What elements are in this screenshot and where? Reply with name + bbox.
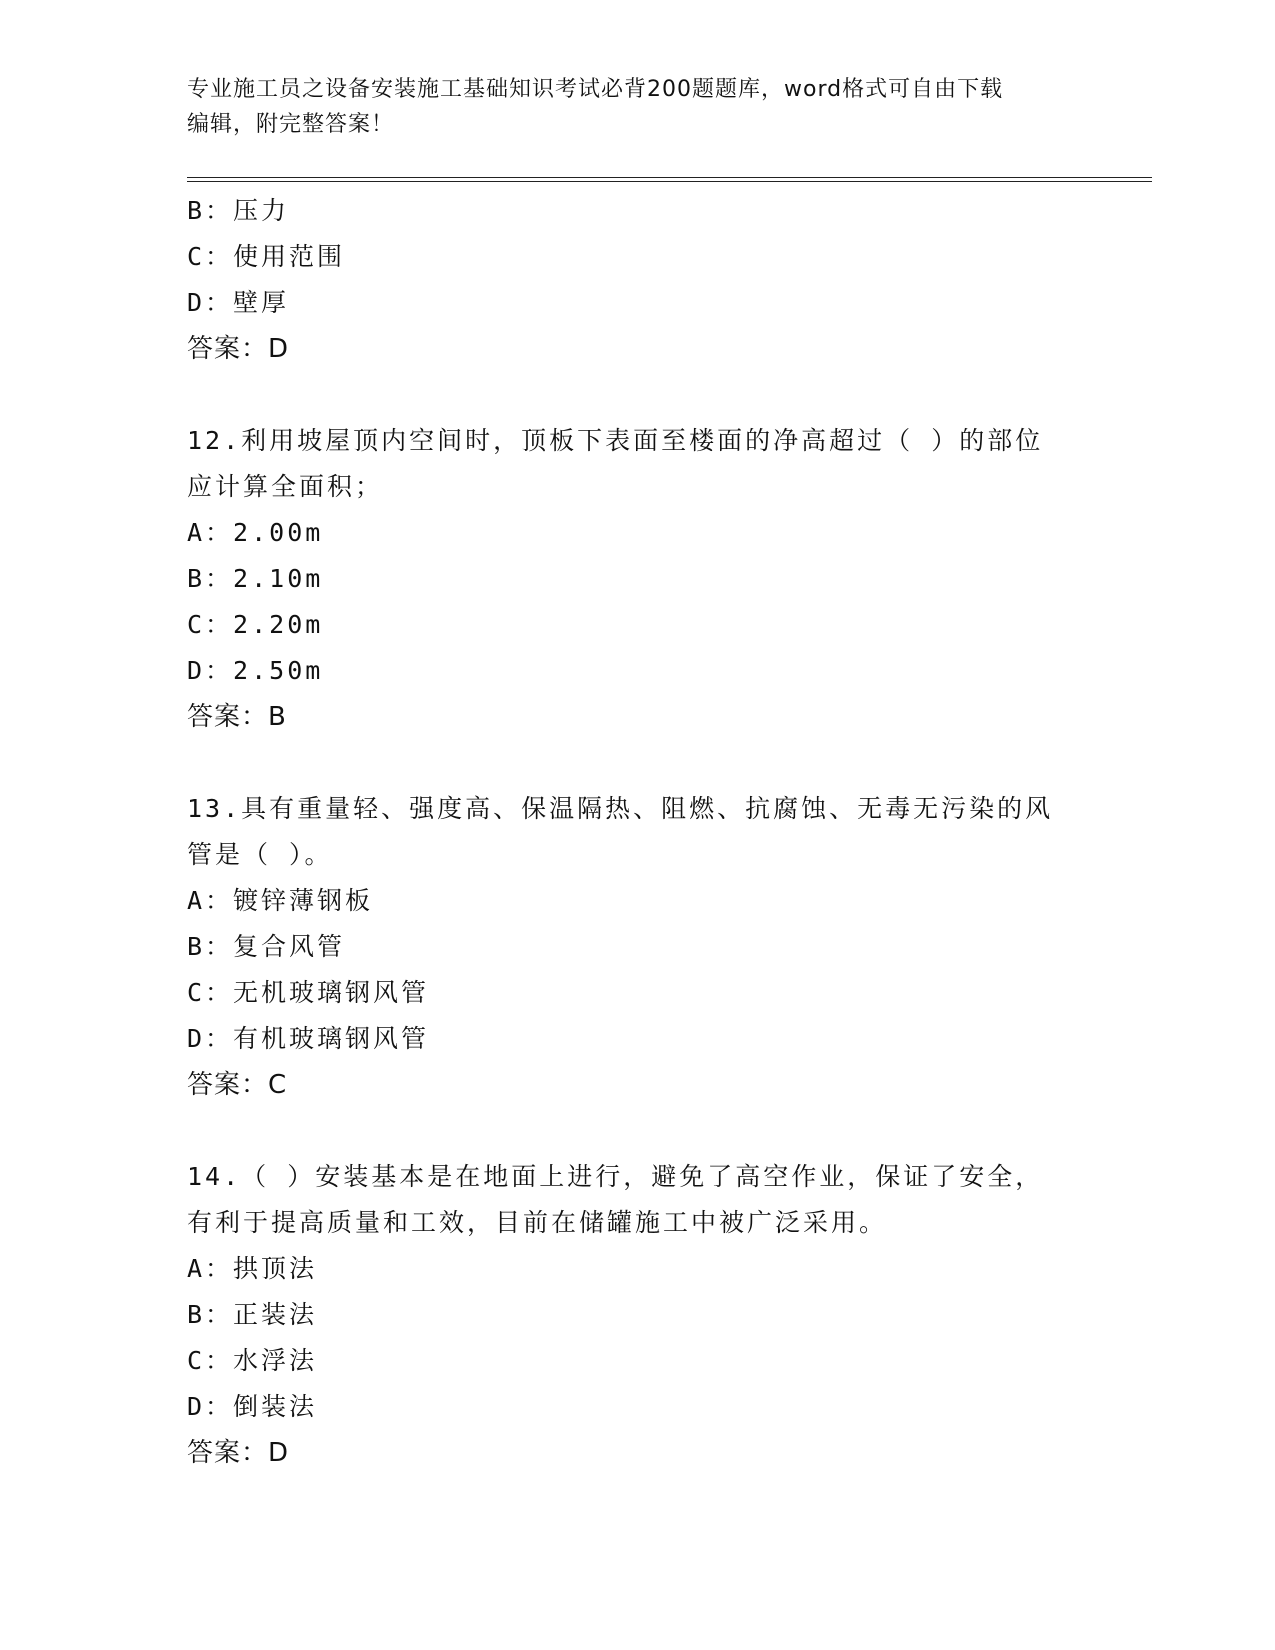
question-stem-line-2: 管是（ ）。 [187, 840, 333, 869]
option-b: B：压力 [187, 196, 290, 225]
option-c: C：使用范围 [187, 242, 346, 271]
option-d: D：2.50m [187, 656, 324, 685]
option-a: A：2.00m [187, 518, 324, 547]
question-11-tail [187, 188, 1087, 372]
option-d: D：倒装法 [187, 1392, 318, 1421]
option-b: B：2.10m [187, 564, 324, 593]
answer: 答案：D [187, 334, 290, 364]
question-stem-line-2: 有利于提高质量和工效，目前在储罐施工中被广泛采用。 [187, 1208, 888, 1237]
answer: 答案：D [187, 1438, 290, 1468]
question-stem-line-2: 应计算全面积； [187, 472, 384, 501]
question-stem-line-1: 13.具有重量轻、强度高、保温隔热、阻燃、抗腐蚀、无毒无污染的风 [187, 794, 1054, 823]
option-c: C：无机玻璃钢风管 [187, 978, 430, 1007]
question-13 [187, 786, 1087, 1108]
answer: 答案：C [187, 1070, 288, 1100]
option-b: B：复合风管 [187, 932, 346, 961]
question-stem-line-1: 12.利用坡屋顶内空间时，顶板下表面至楼面的净高超过（ ）的部位 [187, 426, 1044, 455]
question-12 [187, 418, 1087, 740]
option-d: D：有机玻璃钢风管 [187, 1024, 430, 1053]
header-title-line-1: 专业施工员之设备安装施工基础知识考试必背200题题库，word格式可自由下载 [187, 77, 1004, 102]
option-b: B：正装法 [187, 1300, 318, 1329]
answer: 答案：B [187, 702, 287, 732]
question-stem-line-1: 14.（ ）安装基本是在地面上进行，避免了高空作业，保证了安全， [187, 1162, 1044, 1191]
option-a: A：拱顶法 [187, 1254, 318, 1283]
header-title-line-2: 编辑，附完整答案！ [187, 112, 395, 137]
option-c: C：水浮法 [187, 1346, 318, 1375]
option-c: C：2.20m [187, 610, 324, 639]
header-divider [187, 177, 1152, 182]
question-content [187, 188, 1087, 1476]
option-d: D：壁厚 [187, 288, 290, 317]
question-14 [187, 1154, 1087, 1476]
page-header [187, 72, 1067, 142]
option-a: A：镀锌薄钢板 [187, 886, 374, 915]
